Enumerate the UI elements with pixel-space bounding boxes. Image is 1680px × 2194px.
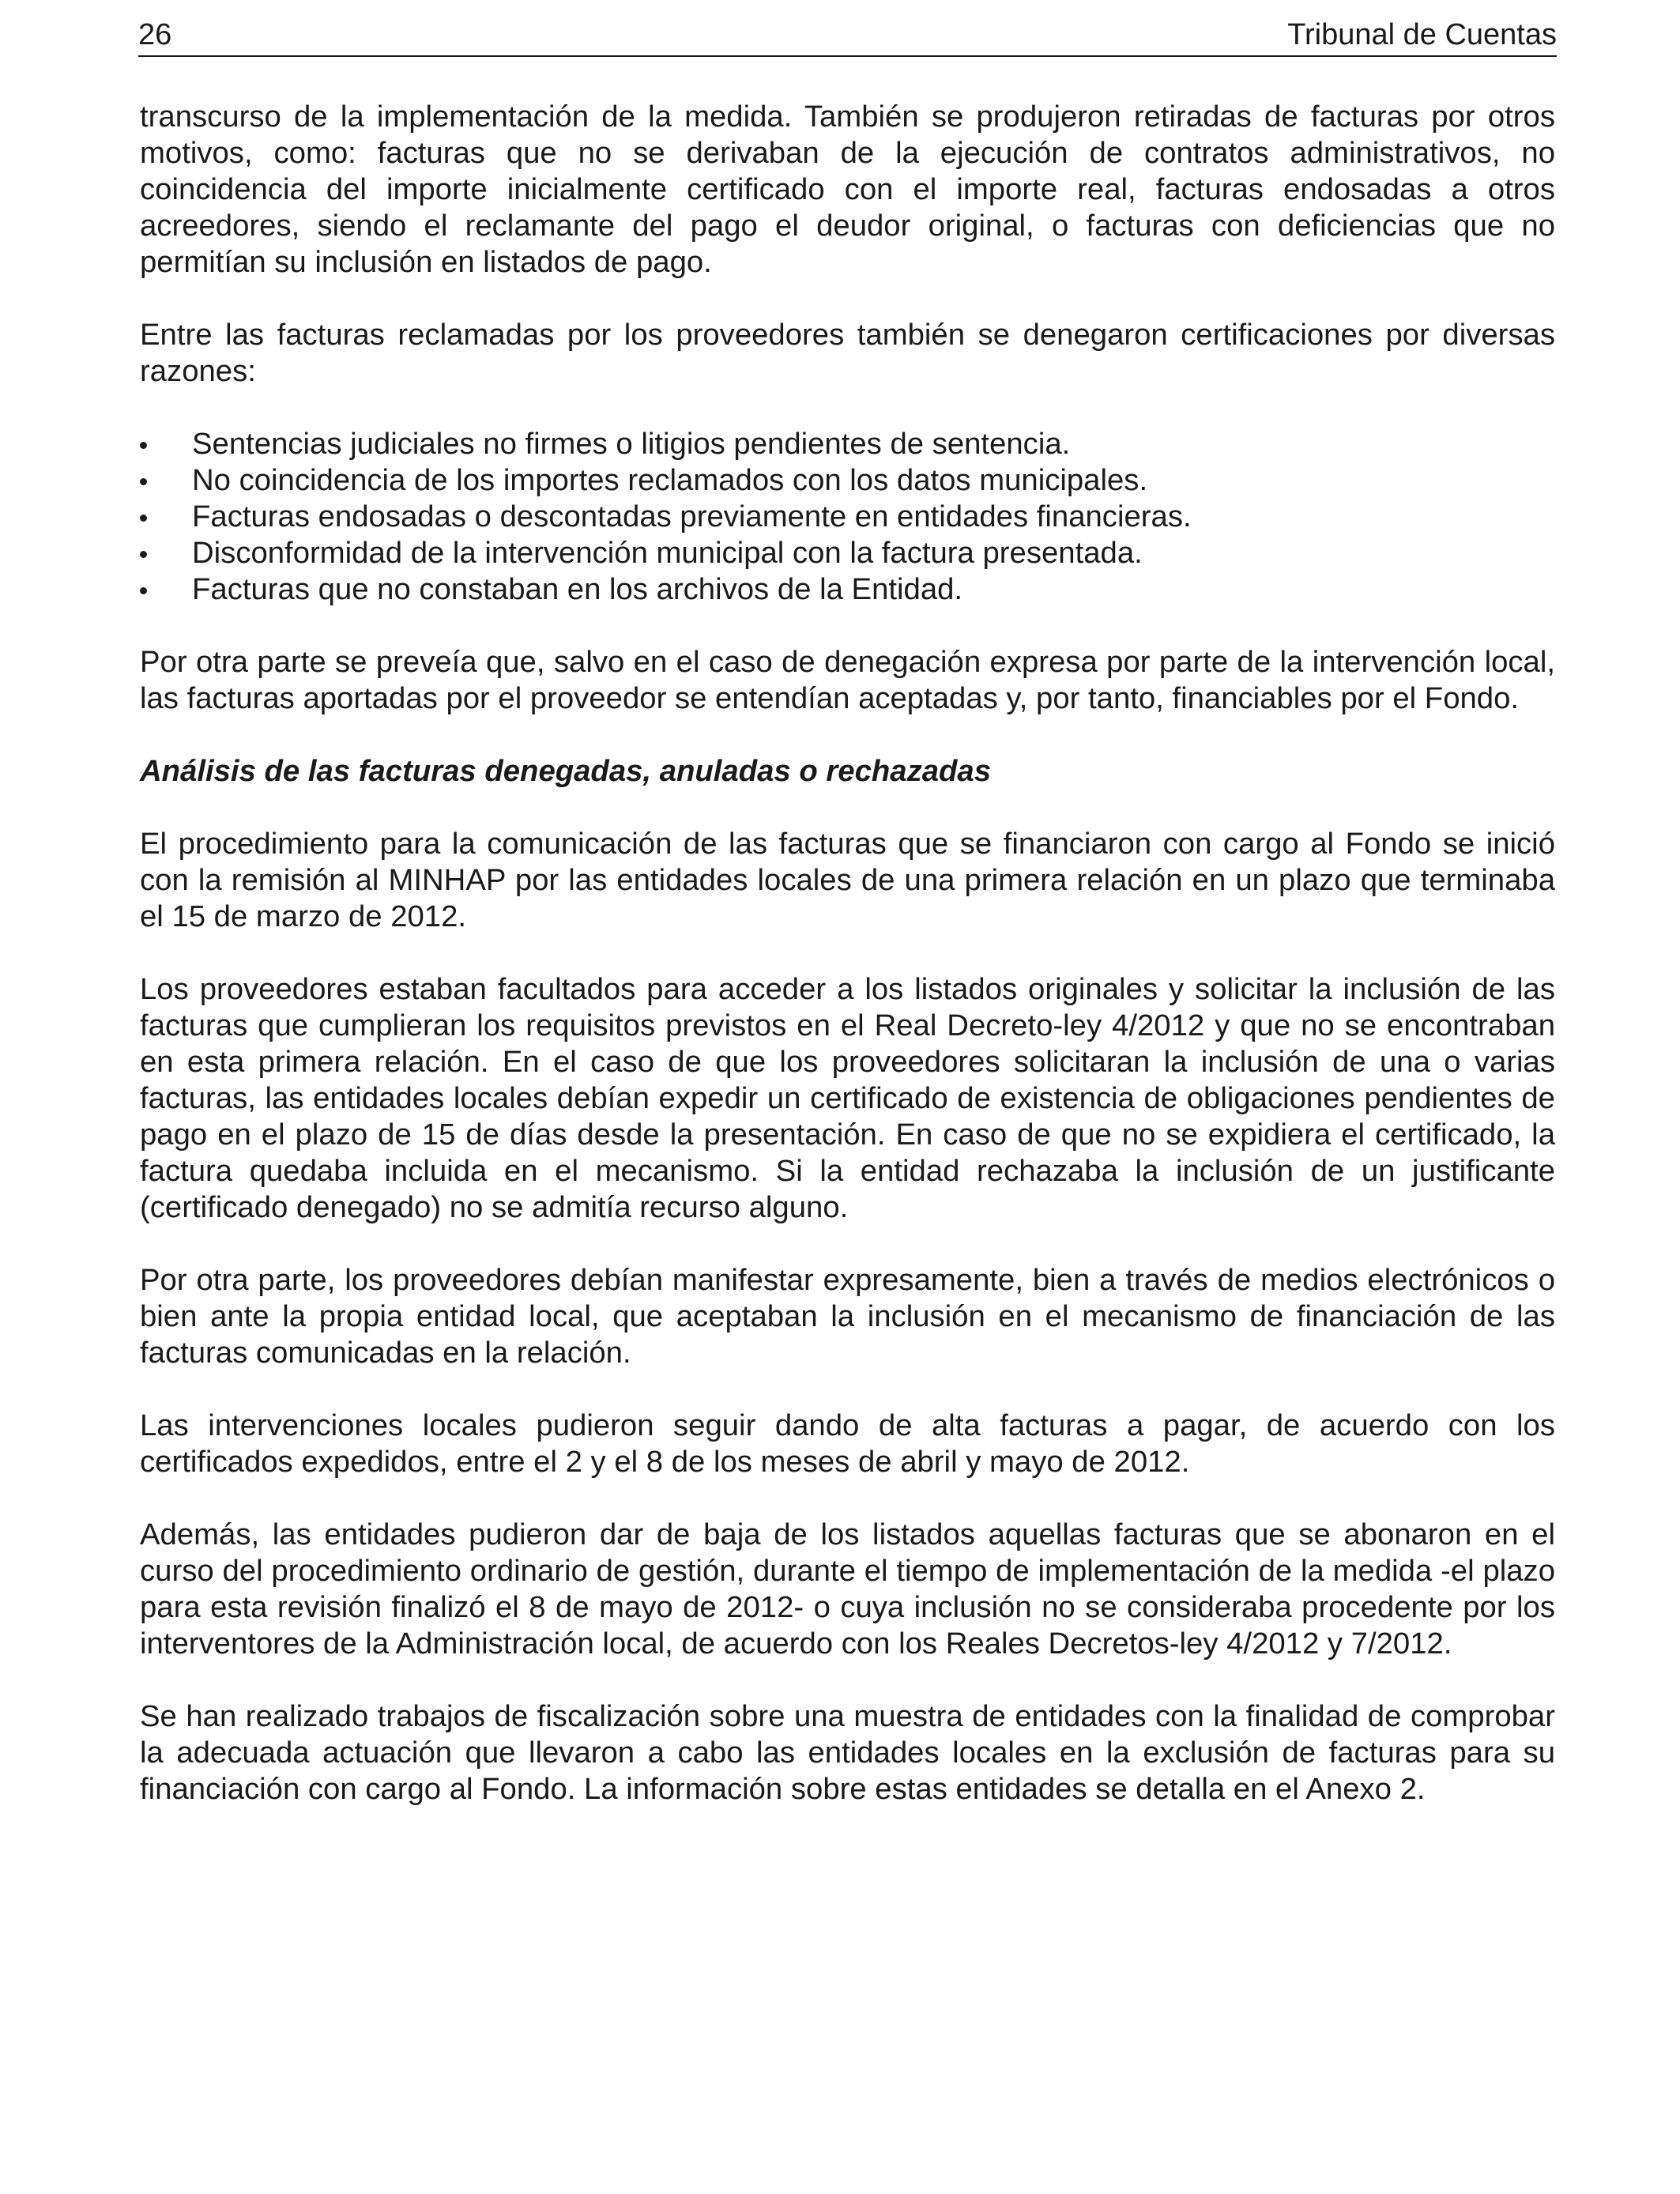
bullet-icon [140,478,147,485]
list-item [140,462,1555,499]
list-item [140,426,1555,462]
list-item-text: Disconformidad de la intervención municipal con la factura presentada. [192,536,1143,570]
paragraph: Por otra parte se preveía que, salvo en el caso de denegación expresa por parte de la intervención local, las facturas aportadas por el proveedor se entendían aceptadas y, por tanto, financiables por el Fondo. [140,645,1555,715]
page-header [138,14,1557,57]
list-item-text: No coincidencia de los importes reclamados con los datos municipales. [192,463,1148,497]
paragraph: El procedimiento para la comunicación de las facturas que se financiaron con cargo al Fondo se inició con la remisión al MINHAP por las entidades locales de una primera relación en un plazo que terminaba el 15 de marzo de 2012. [140,827,1555,933]
list-item [140,499,1555,535]
list-item [140,535,1555,571]
paragraph: Se han realizado trabajos de fiscalización sobre una muestra de entidades con la finalidad de comprobar la adecuada actuación que llevaron a cabo las entidades locales en la exclusión de facturas para su financiación con cargo al Fondo. La información sobre estas entidades se detalla en el Anexo 2. [140,1699,1555,1806]
list-item [140,571,1555,608]
document-body [140,99,1555,1844]
section-heading: Análisis de las facturas denegadas, anuladas o rechazadas [140,754,992,788]
list-item-text: Facturas endosadas o descontadas previamente en entidades financieras. [192,499,1192,533]
bullet-icon [140,587,147,594]
page-number: 26 [138,18,172,51]
list-item-text: Sentencias judiciales no firmes o litigios pendientes de sentencia. [192,427,1071,461]
paragraph: Los proveedores estaban facultados para acceder a los listados originales y solicitar la inclusión de las facturas que cumplieran los requisitos previstos en el Real Decreto-ley 4/2012 y que no se encontraban en esta primera relación. En el caso de que los proveedores solicitaran la inclusión de una o varias facturas, las entidades locales debían expedir un certificado de existencia de obligaciones pendientes de pago en el plazo de 15 de días desde la presentación. En caso de que no se expidiera el certificado, la factura quedaba incluida en el mecanismo. Si la entidad rechazaba la inclusión de un justificante (certificado denegado) no se admitía recurso alguno. [140,972,1555,1224]
list-item-text: Facturas que no constaban en los archivos de la Entidad. [192,572,963,606]
paragraph: Entre las facturas reclamadas por los proveedores también se denegaron certificaciones por diversas razones: [140,318,1555,388]
paragraph: Por otra parte, los proveedores debían manifestar expresamente, bien a través de medios electrónicos o bien ante la propia entidad local, que aceptaban la inclusión en el mecanismo de financiación de las facturas comunicadas en la relación. [140,1263,1555,1370]
bullet-icon [140,515,147,522]
header-title: Tribunal de Cuentas [1287,18,1557,51]
paragraph: transcurso de la implementación de la medida. También se produjeron retiradas de facturas por otros motivos, como: facturas que no se derivaban de la ejecución de contratos administrativos, no coincidencia del importe inicialmente certificado con el importe real, facturas endosadas a otros acreedores, siendo el reclamante del pago el deudor original, o facturas con deficiencias que no permitían su inclusión en listados de pago. [140,100,1555,279]
bullet-icon [140,551,147,558]
denial-reasons-list [140,426,1555,608]
paragraph: Además, las entidades pudieron dar de baja de los listados aquellas facturas que se abonaron en el curso del procedimiento ordinario de gestión, durante el tiempo de implementación de la medida -el plazo para esta revisión finalizó el 8 de mayo de 2012- o cuya inclusión no se consideraba procedente por los interventores de la Administración local, de acuerdo con los Reales Decretos-ley 4/2012 y 7/2012. [140,1517,1555,1661]
paragraph: Las intervenciones locales pudieron seguir dando de alta facturas a pagar, de acuerdo con los certificados expedidos, entre el 2 y el 8 de los meses de abril y mayo de 2012. [140,1408,1555,1479]
bullet-icon [140,442,147,449]
